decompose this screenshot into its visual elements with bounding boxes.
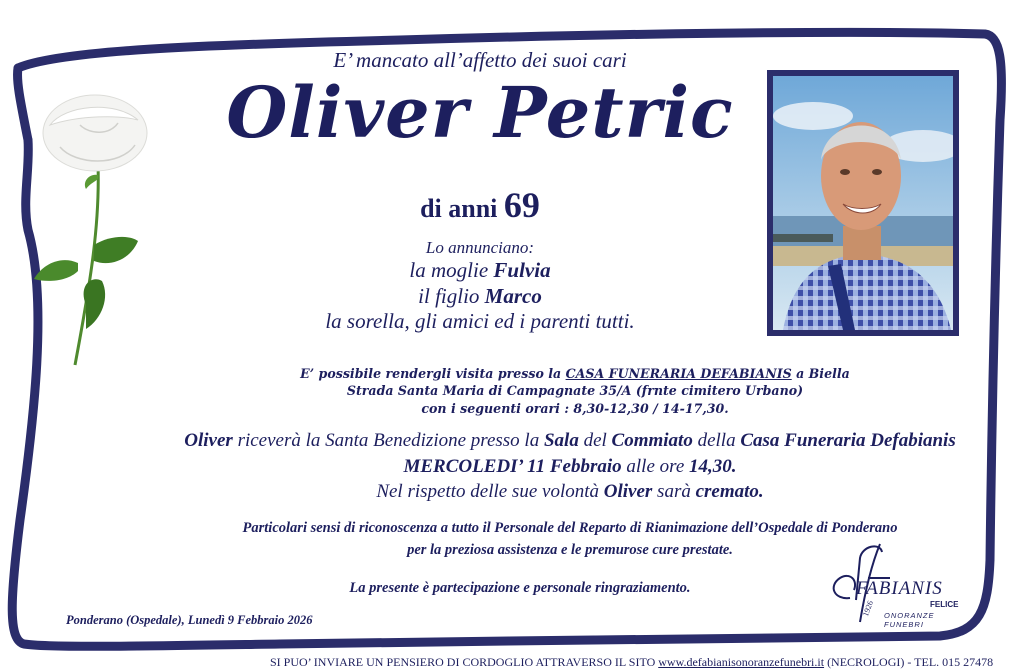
ceremony-text-4: alle ore <box>626 455 685 477</box>
ceremony-line-1 <box>160 428 980 454</box>
closing-text: La presente è partecipazione e personale ringraziamento. <box>349 580 691 596</box>
footer-text: SI PUO’ INVIARE UN PENSIERO DI CORDOGLIO ATTRAVERSO IL SITO <box>270 655 656 669</box>
deceased-name: Oliver Petric <box>226 71 734 154</box>
wife-prefix: la moglie <box>409 258 489 283</box>
age-prefix: di anni <box>420 194 498 223</box>
ceremony-sala: Sala <box>543 430 579 451</box>
defabianis-logo <box>820 538 970 628</box>
ceremony-text-2: del <box>583 430 607 451</box>
intro-text: E’ mancato all’affetto dei suoi cari <box>333 48 627 72</box>
ceremony-info <box>160 428 980 505</box>
announcer-wife <box>250 258 710 283</box>
thanks-line-2: per la preziosa assistenza e le premurose cure prestate. <box>407 541 733 558</box>
funeral-home-name: CASA FUNERARIA DEFABIANIS <box>565 366 792 381</box>
ceremony-text-1: riceverà la Santa Benedizione presso la <box>237 430 540 451</box>
ceremony-commiato: Commiato <box>611 430 693 451</box>
logo-subtitle: ONORANZE FUNEBRI <box>884 611 935 629</box>
age-line <box>330 184 630 226</box>
ceremony-name: Oliver <box>184 430 233 451</box>
footer-tail: (NECROLOGI) - TEL. 015 27478 <box>827 655 994 669</box>
ceremony-text-5: Nel rispetto delle sue volontà <box>376 481 599 503</box>
age-value: 69 <box>503 185 540 225</box>
announcer-others: la sorella, gli amici ed i parenti tutti. <box>325 308 635 333</box>
logo-felice: FELICE <box>930 600 959 609</box>
ceremony-text-6: sarà <box>657 481 691 503</box>
logo-brand: FABIANIS <box>856 578 943 599</box>
ceremony-line-2 <box>160 454 980 480</box>
portrait-image <box>773 76 953 330</box>
announcer-son <box>250 284 710 309</box>
visit-line-2: Strada Santa Maria di Campagnate 35/A (frnte cimitero Urbano) <box>346 383 804 399</box>
son-name: Marco <box>484 283 542 308</box>
ceremony-time: 14,30. <box>689 455 737 477</box>
ceremony-date: MERCOLEDI’ 11 Febbraio <box>403 455 622 477</box>
announcers-block <box>250 238 710 334</box>
ceremony-name-2: Oliver <box>603 481 653 503</box>
footer-link[interactable]: www.defabianisonoranzefunebri.it <box>658 655 825 669</box>
ceremony-text-3: della <box>697 430 736 451</box>
portrait-photo <box>767 70 959 336</box>
son-prefix: il figlio <box>418 283 480 308</box>
place-date: Ponderano (Ospedale), Lunedì 9 Febbraio 2026 <box>66 613 313 627</box>
wife-name: Fulvia <box>493 258 551 283</box>
visit-line-1 <box>230 365 920 382</box>
ceremony-casa: Casa Funeraria Defabianis <box>740 430 956 451</box>
visit-city: a Biella <box>796 366 850 381</box>
announcers-lead: Lo annunciano: <box>425 238 535 257</box>
ceremony-cremato: cremato. <box>695 481 764 503</box>
visit-line-3: con i seguenti orari : 8,30-12,30 / 14-17,30. <box>421 400 729 416</box>
white-rose-icon <box>20 85 170 385</box>
thanks-line-1: Particolari sensi di riconoscenza a tutto il Personale del Reparto di Rianimazione dell’Ospedale di Ponderano <box>242 520 898 536</box>
footer-note <box>270 655 1010 670</box>
ceremony-line-3 <box>160 479 980 505</box>
logo-year: 1926 <box>861 599 875 618</box>
visit-info <box>230 365 920 417</box>
visit-prefix: E’ possibile rendergli visita presso la <box>300 366 562 381</box>
